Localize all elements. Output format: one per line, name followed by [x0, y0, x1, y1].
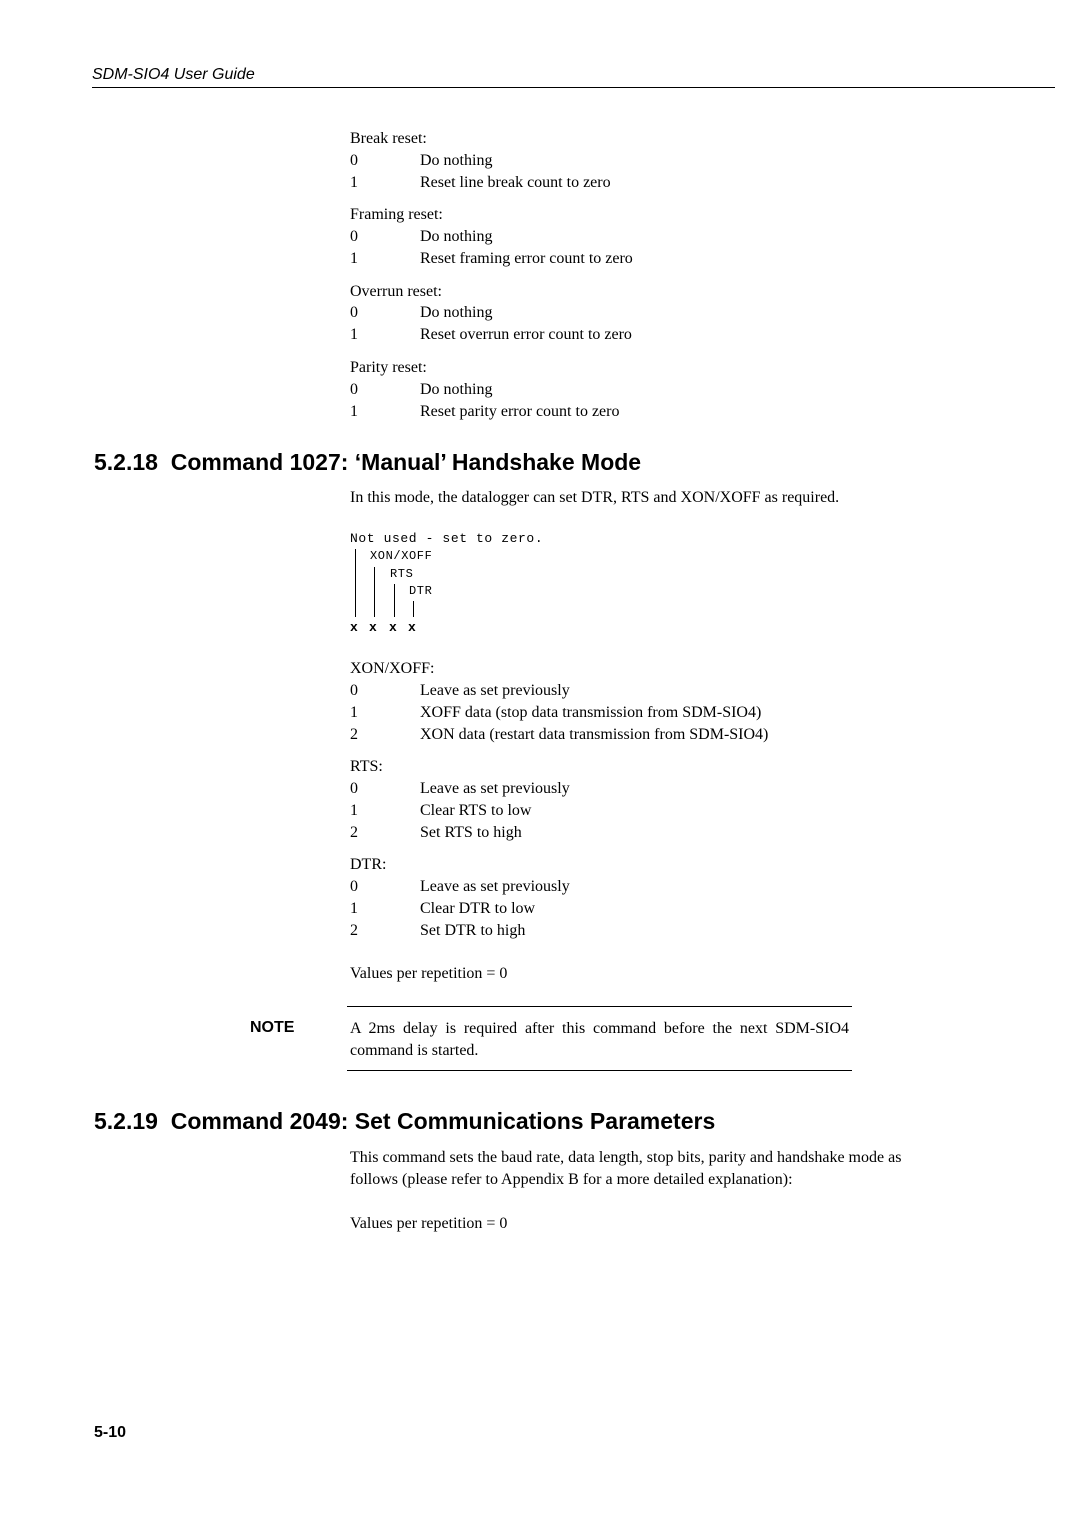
parity-reset-label: Parity reset:: [350, 359, 427, 376]
option-code: 1: [350, 250, 358, 267]
values-per-repetition: Values per repetition = 0: [350, 965, 508, 982]
framing-reset-label: Framing reset:: [350, 206, 443, 223]
diagram-label-not-used: Not used - set to zero.: [350, 531, 544, 546]
values-per-repetition: Values per repetition = 0: [350, 1215, 508, 1232]
diagram-label-dtr: DTR: [409, 584, 433, 598]
option-text: Do nothing: [420, 228, 493, 245]
option-code: 0: [350, 780, 358, 797]
option-text: Do nothing: [420, 304, 493, 321]
note-text: A 2ms delay is required after this command before the next SDM-SIO4 command is started.: [350, 1020, 849, 1059]
running-header-title: SDM-SIO4 User Guide: [92, 66, 255, 83]
diagram-label-xonxoff: XON/XOFF: [370, 549, 433, 563]
option-code: 1: [350, 802, 358, 819]
section-number: 5.2.18: [94, 449, 158, 475]
option-text: XON data (restart data transmission from SDM-SIO4): [420, 726, 769, 743]
diagram-digit: x: [350, 620, 358, 635]
section-intro: In this mode, the datalogger can set DTR, RTS and XON/XOFF as required.: [350, 489, 840, 506]
overrun-reset-label: Overrun reset:: [350, 283, 442, 300]
section-body: This command sets the baud rate, data length, stop bits, parity and handshake mode as follows (please refer to Appendix B for a more detailed explanation):: [350, 1149, 902, 1188]
option-text: Reset line break count to zero: [420, 174, 611, 191]
option-code: 0: [350, 228, 358, 245]
option-code: 2: [350, 922, 358, 939]
option-code: 1: [350, 326, 358, 343]
section-title: Command 1027: ‘Manual’ Handshake Mode: [170, 449, 642, 475]
diagram-digit: x: [369, 620, 377, 635]
diagram-digit: x: [389, 620, 397, 635]
option-text: Leave as set previously: [420, 780, 570, 797]
option-text: Clear DTR to low: [420, 900, 536, 917]
option-code: 1: [350, 403, 358, 420]
option-code: 0: [350, 878, 358, 895]
option-text: XOFF data (stop data transmission from SDM-SIO4): [420, 704, 762, 721]
page-number: 5-10: [94, 1424, 127, 1441]
section-heading-2049: [94, 1108, 715, 1135]
option-text: Set DTR to high: [420, 922, 526, 939]
diagram-connector: [413, 601, 414, 617]
diagram-label-rts: RTS: [390, 567, 414, 581]
option-code: 0: [350, 381, 358, 398]
note-bottom-rule: [347, 1070, 852, 1071]
option-code: 2: [350, 824, 358, 841]
diagram-connector: [374, 567, 375, 617]
rts-label: RTS:: [350, 758, 383, 775]
option-text: Set RTS to high: [420, 824, 522, 841]
option-code: 1: [350, 174, 358, 191]
break-reset-label: Break reset:: [350, 130, 427, 147]
option-code: 2: [350, 726, 358, 743]
note-top-rule: [347, 1006, 852, 1007]
option-text: Reset framing error count to zero: [420, 250, 633, 267]
option-text: Reset parity error count to zero: [420, 403, 620, 420]
option-code: 0: [350, 304, 358, 321]
option-text: Leave as set previously: [420, 682, 570, 699]
diagram-connector: [355, 549, 356, 617]
dtr-label: DTR:: [350, 856, 387, 873]
option-code: 1: [350, 704, 358, 721]
option-code: 0: [350, 152, 358, 169]
section-number: 5.2.19: [94, 1108, 158, 1134]
option-code: 0: [350, 682, 358, 699]
diagram-digit: x: [408, 620, 416, 635]
option-text: Leave as set previously: [420, 878, 570, 895]
diagram-connector: [394, 584, 395, 617]
option-text: Do nothing: [420, 381, 493, 398]
option-text: Do nothing: [420, 152, 493, 169]
section-title: Command 2049: Set Communications Parameters: [170, 1108, 716, 1134]
option-code: 1: [350, 900, 358, 917]
section-heading-1027: [94, 449, 641, 476]
note-label: NOTE: [250, 1019, 295, 1036]
xonxoff-label: XON/XOFF:: [350, 660, 435, 677]
option-text: Clear RTS to low: [420, 802, 532, 819]
header-rule: [92, 87, 1055, 88]
option-text: Reset overrun error count to zero: [420, 326, 632, 343]
